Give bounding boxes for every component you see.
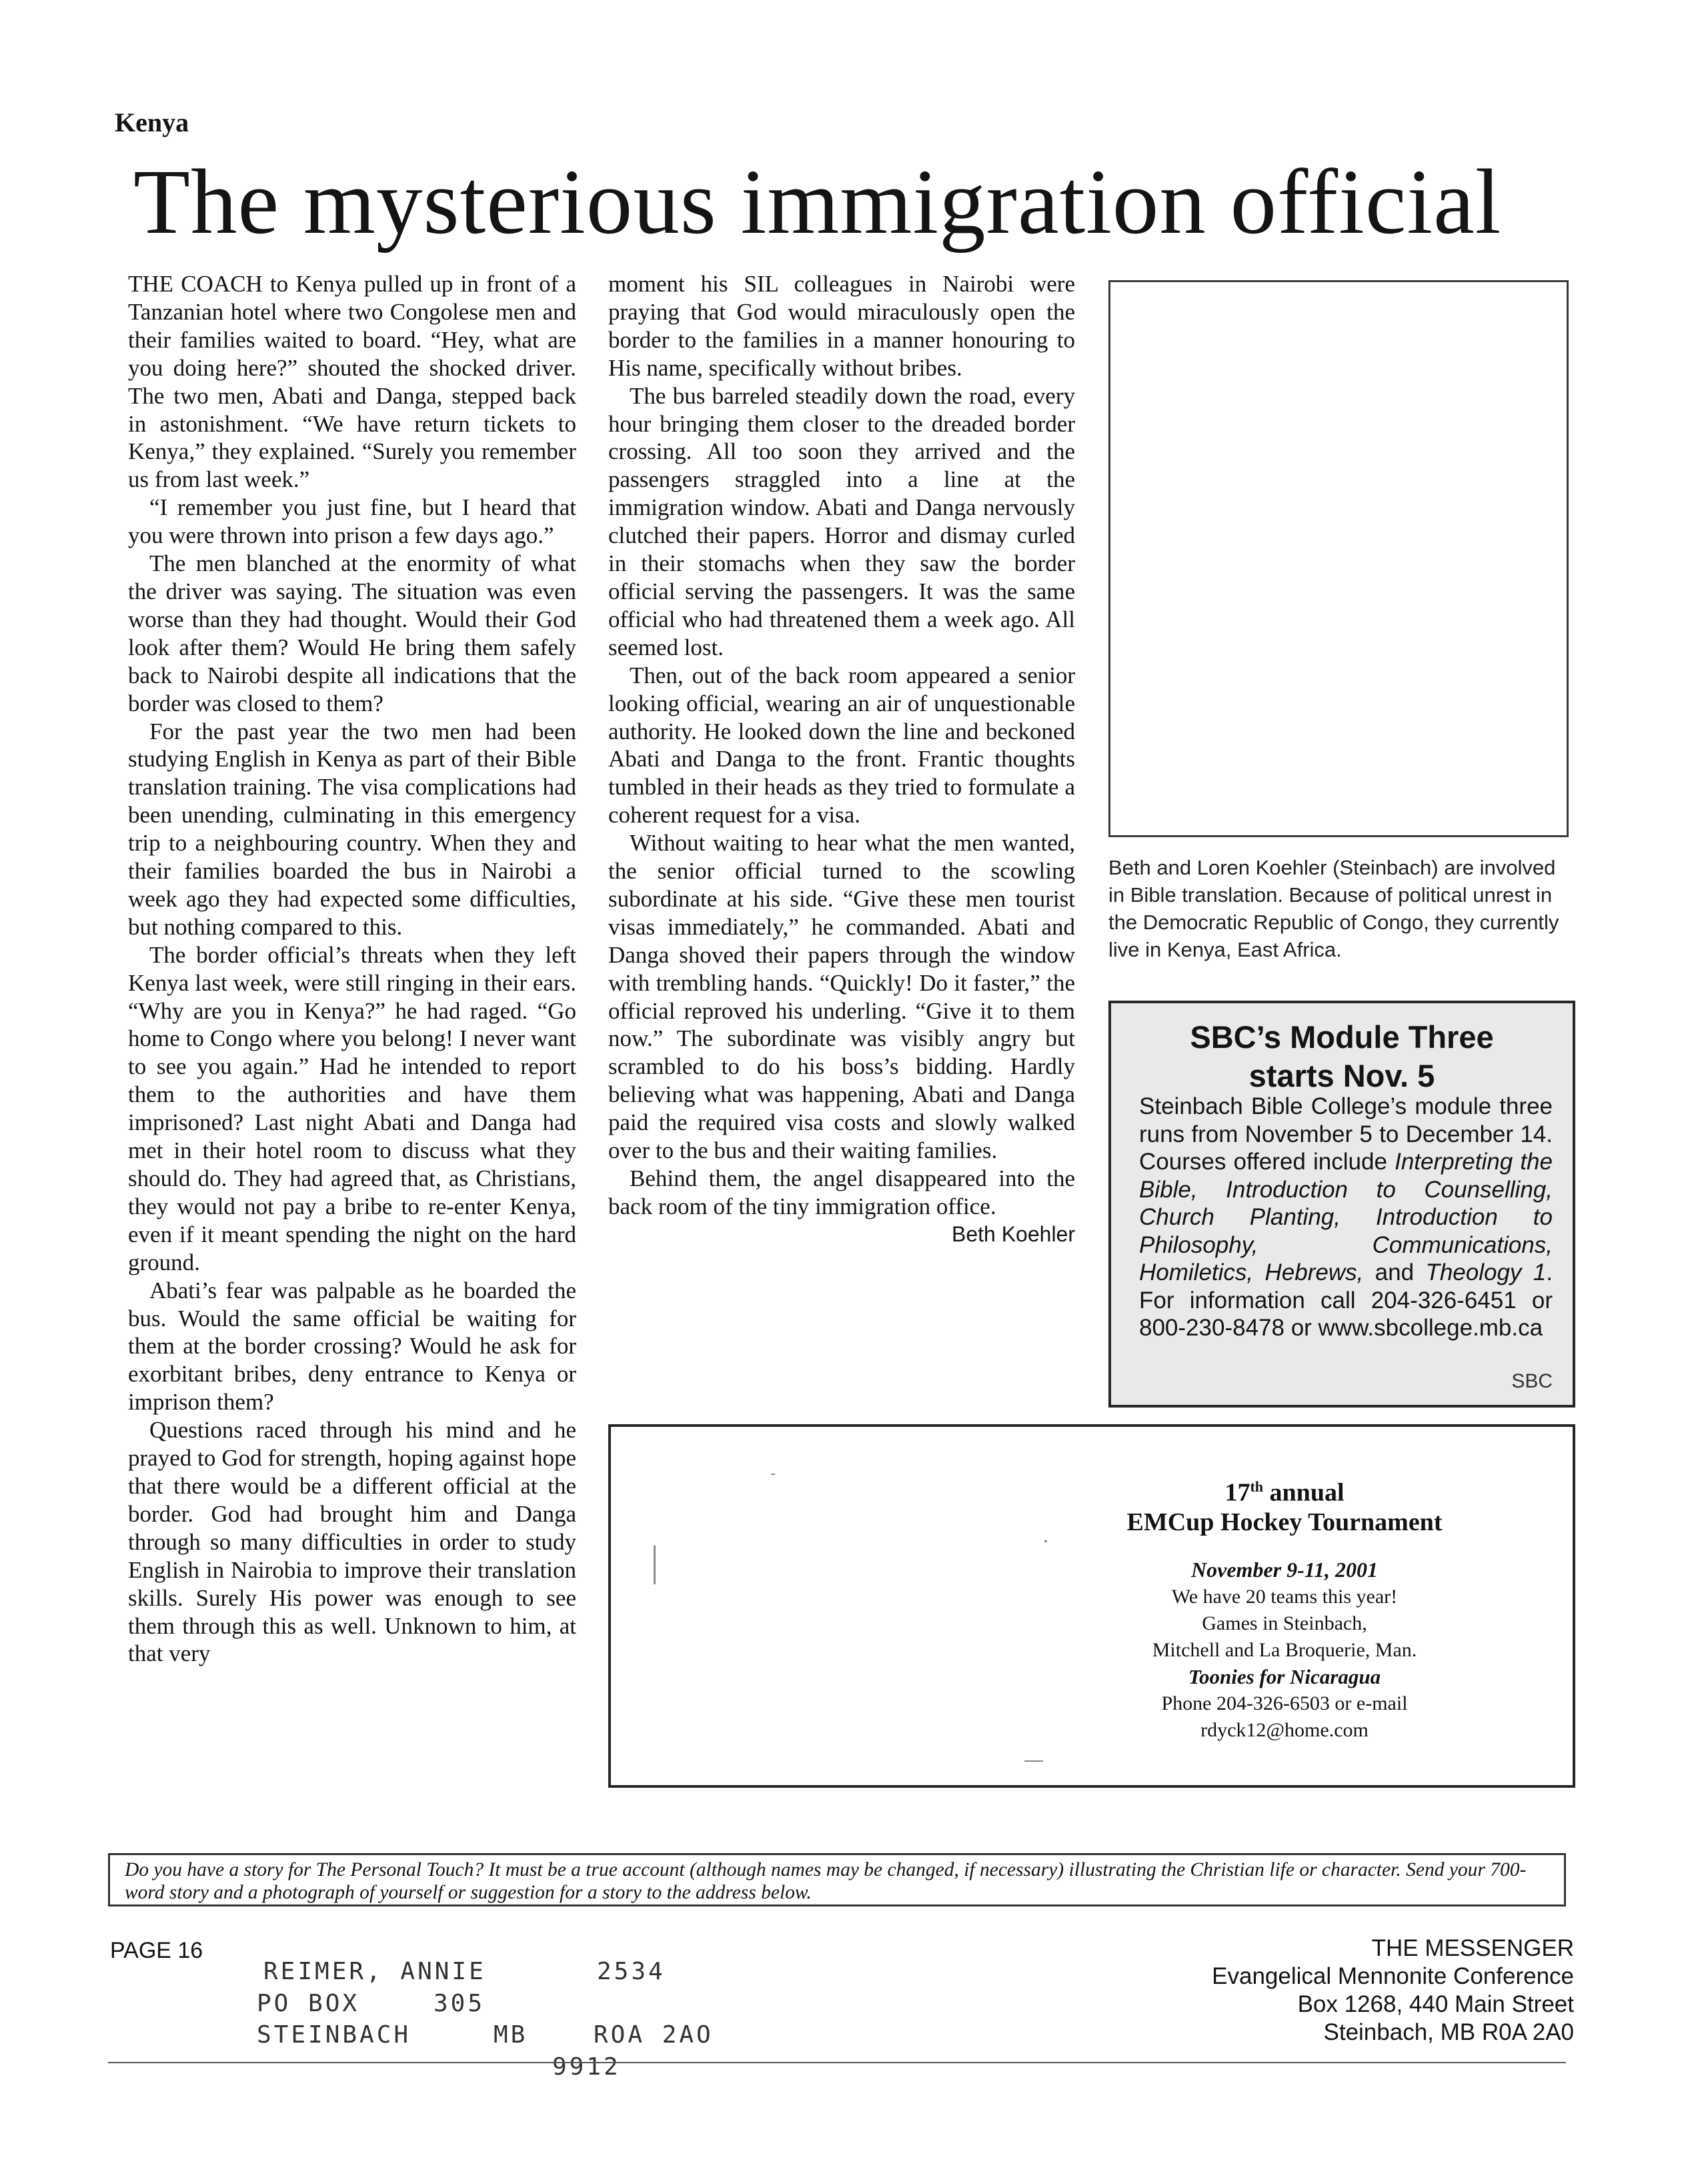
- scan-mark: [654, 1546, 656, 1584]
- publisher-city: Steinbach, MB R0A 2A0: [1323, 2019, 1574, 2045]
- article-paragraph: Abati’s fear was palpable as he boarded the bus. Would the same official be waiting for them at the border crossing? Would he ask for exorbitant bribes, deny entrance to Kenya or imprison them?: [128, 1277, 576, 1416]
- article-byline: Beth Koehler: [951, 1221, 1075, 1246]
- sbc-ad-box: [1108, 1001, 1575, 1408]
- publisher-block: [1212, 1935, 1574, 2047]
- hockey-ad-contact: Phone 204-326-6503 or e-mail: [1161, 1692, 1408, 1714]
- section-label: Kenya: [115, 107, 189, 137]
- article-column-2: [608, 270, 1075, 1249]
- sbc-ad-and: and: [1363, 1259, 1426, 1285]
- article-column-1: [128, 270, 576, 1668]
- photo-caption: Beth and Loren Koehler (Steinbach) are involved in Bible translation. Because of political unrest in the Democratic Republic of Congo, they currently live in Kenya, East Africa.: [1108, 856, 1559, 961]
- scan-mark: [1024, 1760, 1043, 1762]
- hockey-ad-line: We have 20 teams this year!: [1171, 1585, 1398, 1608]
- photo-placeholder: [1108, 280, 1569, 837]
- article-paragraph: Behind them, the angel disappeared into the back room of the tiny immigration office.: [608, 1165, 1075, 1219]
- article-paragraph: The bus barreled steadily down the road, every hour bringing them closer to the dreaded border crossing. All too soon they arrived and the passengers straggled into a line at the immigration window. Abati and Danga nervously clutched their papers. Horror and dismay curled in their stomachs when they saw the border official serving the passengers. It was the same official who had threatened them a week ago. All seemed lost.: [608, 382, 1075, 660]
- article-paragraph: THE COACH to Kenya pulled up in front of a Tanzanian hotel where two Congolese men and their families waited to board. “Hey, what are you doing here?” shouted the shocked driver. The two men, Abati and Danga, stepped back in astonishment. “We have return tickets to Kenya,” they explained. “Surely you remember us from last week.”: [128, 271, 576, 493]
- footer-rule: [108, 2062, 1566, 2063]
- article-paragraph: The border official’s threats when they left Kenya last week, were still ringing in their ears. “Why are you in Kenya?” he had raged. “Go home to Congo where you belong! I never want to see you again.” Had he intended to report them to the authorities and have them imprisoned? Last night Abati and Danga had met in their hotel room to discuss what they should do. They had agreed that, as Christians, they would not pay a bribe to re-enter Kenya, even if it meant spending the night on the hard ground.: [128, 941, 576, 1275]
- article-paragraph: Questions raced through his mind and he prayed to God for strength, hoping against hope that there would be a different official at the border. God had brought him and Danga through so many difficulties in order to study English in Nairobia to improve their translation skills. Surely His power was enough to see them through this as well. Unknown to him, at that very: [128, 1417, 576, 1667]
- article-paragraph: Without waiting to hear what the men wanted, the senior official turned to the scowling subordinate at his side. “Give these men tourist visas immediately,” he commanded. Abati and Danga shoved their papers through the window with trembling hands. “Quickly! Do it faster,” the official reproved his underling. “Give it to them now.” The subordinate was visibly angry but scrambled to do his boss’s bidding. Hardly believing what was happening, Abati and Danga paid the required visa costs and slowly walked over to the bus and their waiting families.: [608, 830, 1075, 1164]
- mailing-label-postal: ROA 2AO: [594, 2021, 714, 2049]
- sbc-ad-intro: Steinbach Bible College’s module three runs from November 5 to December 14. Courses offered include: [1139, 1093, 1553, 1175]
- sbc-ad-courses: Interpreting the Bible, Introduction to Counselling, Church Planting, Introduction to Philosophy, Communications, Homiletics, Hebrews,: [1139, 1149, 1553, 1285]
- article-paragraph: The men blanched at the enormity of what the driver was saying. The situation was even worse than they had thought. Would their God look after them? Would He bring them safely back to Nairobi despite all indications that the border was closed to them?: [128, 550, 576, 716]
- sbc-ad-title-line-1: SBC’s Module Three: [1190, 1019, 1494, 1055]
- mailing-label-name: REIMER, ANNIE: [263, 1958, 486, 1985]
- hockey-ad-title-line-1: 17th annual: [1224, 1478, 1345, 1507]
- sbc-ad-title-line-2: starts Nov. 5: [1248, 1058, 1435, 1093]
- hockey-ad-date: November 9-11, 2001: [1191, 1557, 1378, 1582]
- article-paragraph: “I remember you just fine, but I heard that you were thrown into prison a few days ago.”: [128, 494, 576, 549]
- article-paragraph: Then, out of the back room appeared a senior looking official, wearing an air of unquestionable authority. He looked down the line and beckoned Abati and Danga to the front. Frantic thoughts tumbled in their heads as they tried to formulate a coherent request for a visa.: [608, 662, 1075, 829]
- mailing-label-city: STEINBACH: [257, 2021, 411, 2049]
- hockey-ad-tagline: Toonies for Nicaragua: [1188, 1664, 1381, 1688]
- sbc-ad-credit: SBC: [1511, 1370, 1553, 1392]
- mailing-label-expiry: 9912: [552, 2053, 621, 2081]
- sbc-ad-contact: . For information call 204-326-6451 or 800-230-8478 or www.sbcollege.mb.ca: [1139, 1259, 1553, 1341]
- sbc-ad-body: [1139, 1093, 1553, 1342]
- sbc-ad-title: [1111, 1018, 1573, 1095]
- page-number: PAGE 16: [110, 1938, 203, 1963]
- hockey-ad-content: [1098, 1472, 1471, 1744]
- story-submission-note: Do you have a story for The Personal Touch? It must be a true account (although names may be changed, if necessary) illustrating the Christian life or character. Send your 700-word story and a photograph of yourself or suggestion for a story to the address below.: [108, 1853, 1566, 1906]
- publisher-street: Box 1268, 440 Main Street: [1297, 1991, 1574, 2017]
- hockey-ad-email: rdyck12@home.com: [1200, 1718, 1369, 1741]
- hockey-ad-title-line-2: EMCup Hockey Tournament: [1126, 1508, 1443, 1536]
- article-paragraph: For the past year the two men had been studying English in Kenya as part of their Bible translation training. The visa complications had been unending, culminating in this emergency trip to a neighbouring country. When they and their families boarded the bus in Nairobi a week ago they had expected some difficulties, but nothing compared to this.: [128, 718, 576, 940]
- hockey-ad-box: [608, 1424, 1575, 1788]
- hockey-ad-line: Games in Steinbach,: [1202, 1612, 1367, 1634]
- mailing-label-box: PO BOX: [257, 1990, 360, 2017]
- mailing-label-code: 2534: [597, 1958, 666, 1985]
- publisher-name: THE MESSENGER: [1371, 1935, 1574, 1961]
- article-paragraph: moment his SIL colleagues in Nairobi were praying that God would miraculously open the border to the families in a manner honouring to His name, specifically without bribes.: [608, 271, 1075, 381]
- scan-mark: [771, 1474, 775, 1475]
- sbc-ad-last-course: Theology 1: [1425, 1259, 1547, 1285]
- mailing-label-box-number: 305: [434, 1990, 486, 2017]
- publisher-org: Evangelical Mennonite Conference: [1212, 1963, 1574, 1989]
- hockey-ad-line: Mitchell and La Broquerie, Man.: [1152, 1638, 1417, 1661]
- scan-mark: [1044, 1540, 1047, 1542]
- page-title: The mysterious immigration official: [133, 151, 1502, 253]
- mailing-label-province: MB: [494, 2021, 528, 2049]
